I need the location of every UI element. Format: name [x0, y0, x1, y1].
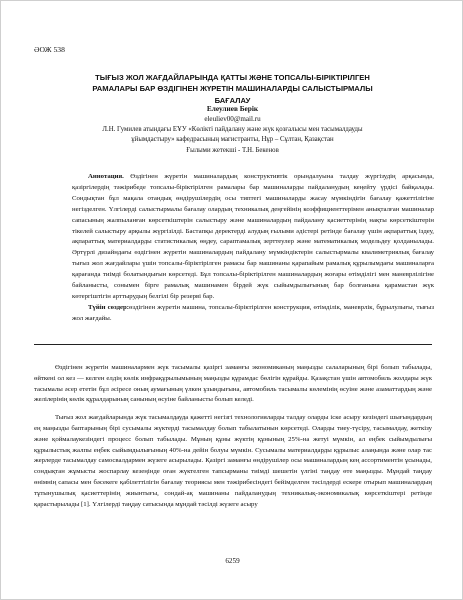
affiliation — [49, 125, 416, 156]
affiliation-line: ұйымдастыру» кафедрасының магистранты, Нұр – Сұлтан, Қазақстан — [131, 136, 334, 144]
keywords-text: өздігінен жүретін машина, топсалы-біріктірілген конструкция, өтімділік, маневрлік, бұрылулығы, тығыз жол жағдайы. — [72, 303, 434, 322]
title-line: РАМАЛАРЫ БАР ӨЗДІГІНЕН ЖҮРЕТІН МАШИНАЛАРДЫ САЛЫСТЫРМАЛЫ — [92, 84, 373, 94]
author-email: eleuliev00@mail.ru — [204, 115, 261, 123]
section-divider — [34, 344, 432, 345]
body-paragraph: Өздігінен жүретін машиналармен жүк тасымалы қазіргі заманғы экономиканың маңызды салаларының бірі болып табылады, өйткені ол кез — келген елдің көлік инфрақұрылымының маңызды құрамдас бөлігін құрайды. Қазақстан үшін автомобиль жолдары жүк тасымалы әсер ететін бұл әсіресе оның аумағының үлкен ұзындығына, автомобиль тасымалы көлемінің өсуіне және азаматтардың және желілерінің көлік құралдарының санының өсуіне байланысты болып келеді. — [34, 364, 432, 404]
abstract-block — [72, 172, 434, 325]
affiliation-line: Ғылыми жетекші - Т.Н. Бекенов — [186, 146, 279, 154]
title-line: ТЫҒЫЗ ЖОЛ ЖАҒДАЙЛАРЫНДА ҚАТТЫ ЖӘНЕ ТОПСАЛЫ-БІРІКТІРІЛГЕН — [95, 73, 370, 82]
title-line: БАҒАЛАУ — [214, 95, 251, 105]
abstract-paragraph — [72, 172, 434, 303]
paper-title — [61, 72, 404, 106]
affiliation-line: Л.Н. Гумилев атындағы ЕҰУ «Көлікті пайдалану және жүк қозғалысы мен тасымалдауды — [102, 126, 363, 133]
abstract-text: Өздігінен жүретін машиналардың конструктивтік орындалуына талдау жүргізудің арқасында, қазіргілердің тәжірибеде топсалы-біріктірілген рамалары бар машиналарды пайдаланудың кеңейту үрдісі байқалады. Сондықтан бұл мақала отандық өндірушілердің осы типтегі машиналарды жасау мүмкіндігін бағалау қажеттілігіне негізделген. Үлгілерді салыстырмалы бағалау олардың техникалық деңгейінің коэффициенттерімен анықталған машиналар сапасының жалпыланған көрсеткіштерін салыстыру және машиналардың пайдалану қасиеттерінің нақты көрсеткіштерін тікелей салыстыру арқылы жүргізілді. Бастапқы деректерді алудың ғылыми әдістері ретінде бағалау үшін ақпараттық іздеу, ақпараттық материалдарды статистикалық өңдеу, сараптамалық зерттеулер және математикалық модельдеу қолданылады. Әртүрлі дизайндағы өздігінен жүретін машиналардың пайдалану мүмкіндіктерін салыстырмалы квалиметриялық бағалау тығыз жол жағдайлары үшін топсалы-біріктірілген рамасы бар машинаны қарапайым рамалық құрылымдағы машиналарға қарағанда тиімді болатындығын көрсетеді. Бұл топсалы-біріктірілген машиналардың жоғары өтімділігі мен маневрлілігіне байланысты, сонымен бірге рамалық машинамен бірдей жүк сыйымдылығының бар болғанына қарамастан жүк көтергіштігін арттырудың белгілі бір резерві бар. — [72, 173, 434, 300]
keywords-paragraph — [72, 303, 434, 325]
abstract-label: Аннотация. — [88, 173, 124, 180]
udc-code: ӘОЖ 538 — [34, 45, 65, 54]
body-text — [34, 363, 432, 517]
body-paragraph: Тығыз жол жағдайларында жүк тасымалдауда қажетті негізгі технологияларды талдау оларды іске асыру кезіндегі шығындардың ең маңызды баптарының бірі сусымалы жүктерді тасымалдау болып табылатынын көрсетеді. Оларды тиеу-түсіру, тасымалдау, жеткізу және қоймалаукезіндегі процесс болып табылады. Мұның құны жүктің құнының 25%-на жетуі мүмкін, ал еңбек сыйымдылығы құрылыстық жалпы еңбек сыйымдылығының 40%-на дейін болуы мүмкін. Сусымалы материалдарды құрылыс алаңында және олар тас жерлерде тасымалдау самосвалдармен жүзеге асырылады. Қазіргі заманғы өндірушілер осы машиналардың кең ассортиментін ұсынады, сондықтан жұмысты жоспарлау кезеңінде оған жүктелген тапсырманы тиімді шешетін үлгіні таңдау өте маңызды. Мұндай таңдау өнімнің сапасы мен бәсекеге қабілеттілігін бағалау теориясы мен тәжірибесіндегі бейімделген тәсілдерді ескере отырып машиналардың тұтынушылық қасиеттерінің жиынтығы, сондай-ақ машинаны пайдаланудың техникалық-экономикалық көрсеткіштері ретінде қарастырылады [1]. Үлгілерді таңдау сатысында мұндай тәсілді жүзеге асыру — [34, 414, 432, 508]
keywords-label: Түйін сөздер: — [88, 303, 130, 311]
page-number: 6259 — [225, 557, 240, 565]
author-name: Елеулиев Берік — [206, 104, 259, 113]
